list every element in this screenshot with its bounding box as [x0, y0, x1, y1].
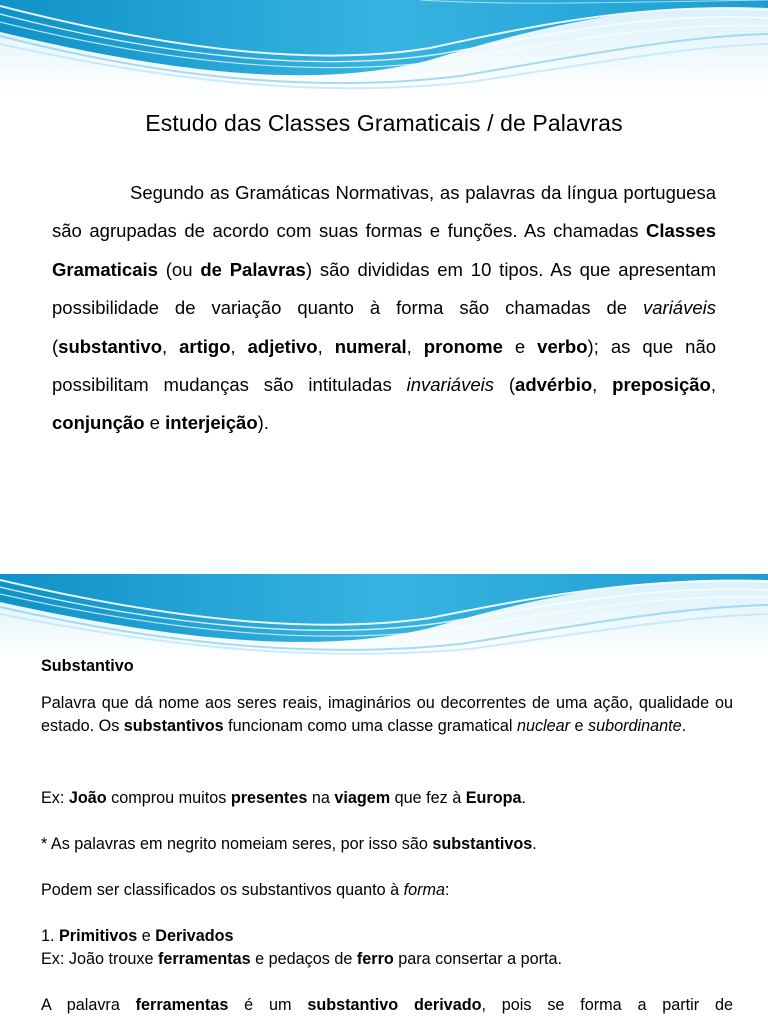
intro-paragraph: Segundo as Gramáticas Normativas, as palavras da língua portuguesa são agrupadas de acordo com suas formas e funções. As chamadas Classes Gramaticais (ou de Palavras) são divididas em 10 tipos. As que apresentam possibilidade de variação quanto à forma são chamadas de variáveis (substantivo, artigo, adjetivo, numeral, pronome e verbo); as que não possibilitam mudanças são intituladas invariáveis (advérbio, preposição, conjunção e interjeição).	[52, 182, 717, 434]
slide-gap	[0, 566, 768, 574]
section-heading: Substantivo	[41, 657, 134, 675]
example-sentence-2: Ex: João trouxe ferramentas e pedaços de ferro para consertar a porta.	[41, 950, 563, 968]
page-title: Estudo das Classes Gramaticais / de Palavras	[145, 110, 623, 136]
definition-paragraph: Palavra que dá nome aos seres reais, imaginários ou decorrentes de uma ação, qualidade ou estado. Os substantivos funcionam como uma classe gramatical nuclear e subordinante.	[41, 694, 733, 735]
wave-banner-decoration	[0, 0, 768, 92]
note-text: * As palavras em negrito nomeiam seres, por isso são substantivos.	[41, 835, 537, 853]
slide-2	[0, 574, 768, 1024]
example-sentence: Ex: João comprou muitos presentes na viagem que fez à Europa.	[41, 789, 527, 807]
explanation-paragraph: A palavra ferramentas é um substantivo derivado, pois se forma a partir de	[41, 996, 733, 1014]
list-item-primitivos-derivados: 1. Primitivos e Derivados	[41, 927, 234, 945]
wave-banner-decoration	[0, 574, 768, 658]
classification-intro: Podem ser classificados os substantivos quanto à forma:	[41, 881, 450, 899]
